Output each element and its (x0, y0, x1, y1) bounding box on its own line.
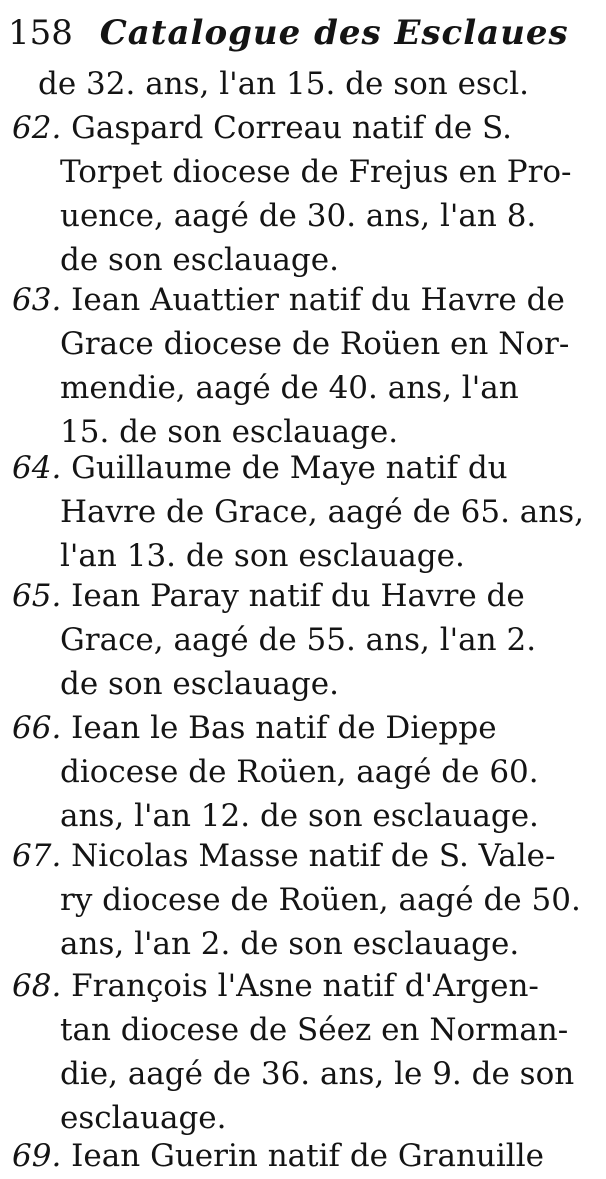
page-header (8, 6, 569, 60)
catalogue-entry (0, 964, 606, 1140)
entry-text-line: Havre de Grace, aagé de 65. ans, (60, 494, 584, 530)
entry-text-line: tan diocese de Séez en Norman- (60, 1012, 569, 1048)
entry-text-line: Grace diocese de Roüen en Nor- (60, 326, 570, 362)
entry-text-line: mendie, aagé de 40. ans, l'an (60, 370, 519, 406)
page-number: 158 (8, 13, 73, 53)
continuation-line: de 32. ans, l'an 15. de son escl. (38, 66, 529, 102)
entry-number: 68. (12, 968, 62, 1004)
entry-number: 66. (12, 710, 62, 746)
catalogue-entry (0, 1134, 606, 1178)
entry-text-line: diocese de Roüen, aagé de 60. (60, 754, 539, 790)
entry-text-line: de son esclauage. (60, 666, 339, 702)
entry-text-line: Iean Guerin natif de Granuille (71, 1138, 544, 1174)
catalogue-entry (0, 834, 606, 966)
entry-number: 64. (12, 450, 62, 486)
entry-first-line (0, 1134, 606, 1178)
entry-text-line: Nicolas Masse natif de S. Vale- (71, 838, 556, 874)
entry-first-line (0, 834, 606, 878)
catalogue-entry (0, 278, 606, 454)
entry-text-line: Grace, aagé de 55. ans, l'an 2. (60, 622, 537, 658)
entry-number: 62. (12, 110, 62, 146)
catalogue-entry (0, 446, 606, 578)
entry-text-line: Iean Paray natif du Havre de (71, 578, 525, 614)
entry-text-line: Iean Auattier natif du Havre de (71, 282, 565, 318)
entry-number: 65. (12, 578, 62, 614)
entry-text-line: 15. de son esclauage. (60, 414, 399, 450)
entry-text-line: Gaspard Correau natif de S. (71, 110, 513, 146)
entry-first-line (0, 446, 606, 490)
entry-first-line (0, 706, 606, 750)
catalogue-entry (0, 706, 606, 838)
entry-text-line: l'an 13. de son esclauage. (60, 538, 465, 574)
entry-text-line: Torpet diocese de Frejus en Pro- (60, 154, 572, 190)
entry-text-line: die, aagé de 36. ans, le 9. de son (60, 1056, 575, 1092)
entry-first-line (0, 106, 606, 150)
entry-text-line: ans, l'an 2. de son esclauage. (60, 926, 520, 962)
entry-number: 63. (12, 282, 62, 318)
entry-number: 69. (12, 1138, 62, 1174)
entry-text-line: ans, l'an 12. de son esclauage. (60, 798, 539, 834)
catalogue-entry (0, 106, 606, 282)
entry-first-line (0, 574, 606, 618)
catalogue-entry (0, 574, 606, 706)
entry-number: 67. (12, 838, 62, 874)
entry-first-line (0, 278, 606, 322)
running-title: Catalogue des Esclaues (99, 13, 569, 53)
entry-text-line: ry diocese de Roüen, aagé de 50. (60, 882, 581, 918)
entry-text-line: de son esclauage. (60, 242, 339, 278)
entry-text-line: uence, aagé de 30. ans, l'an 8. (60, 198, 537, 234)
entry-text-line: Iean le Bas natif de Dieppe (71, 710, 497, 746)
entry-text-line: esclauage. (60, 1100, 227, 1136)
entry-text-line: François l'Asne natif d'Argen- (71, 968, 539, 1004)
entry-text-line: Guillaume de Maye natif du (71, 450, 508, 486)
entry-first-line (0, 964, 606, 1008)
